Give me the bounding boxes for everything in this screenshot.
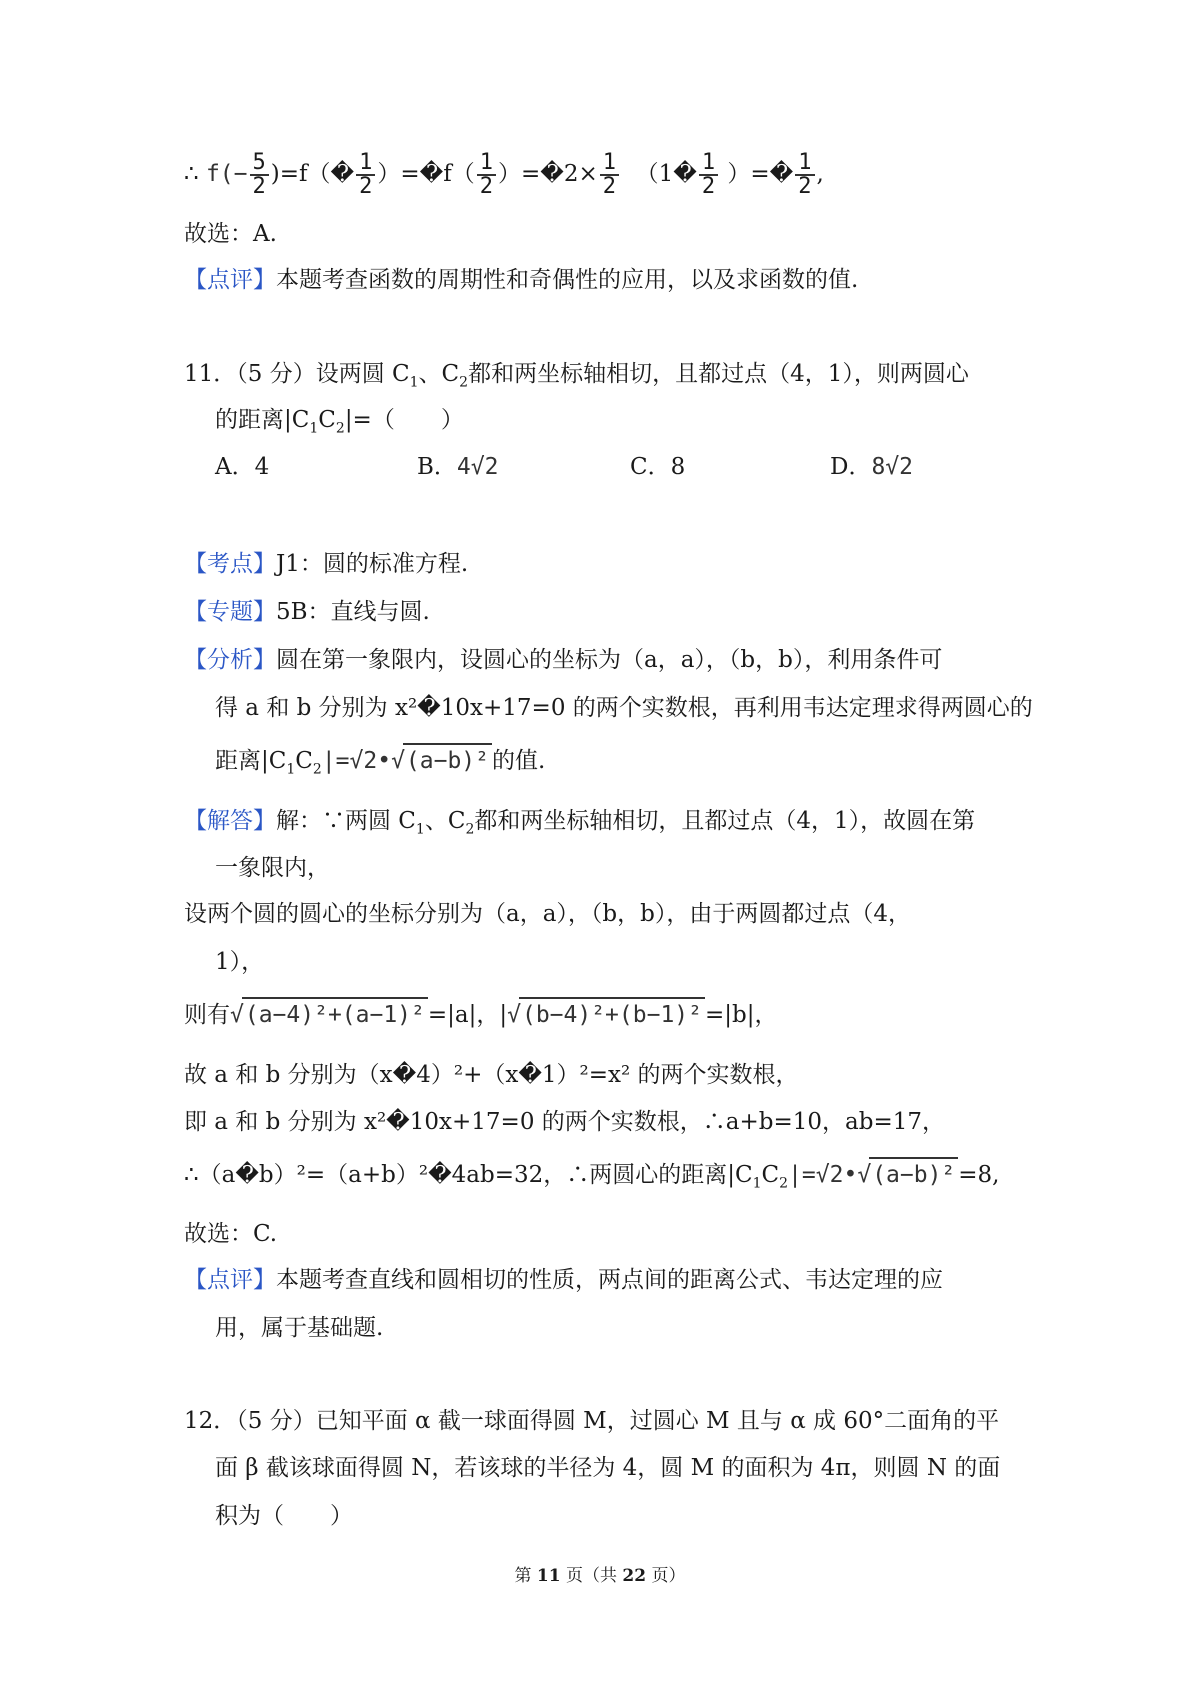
page-total: 22	[622, 1566, 647, 1586]
jieda-line6: 故 a 和 b 分别为（x�4）²+（x�1）²=x² 的两个实数根，	[184, 1062, 799, 1088]
q11-option-b: B．4√2	[417, 454, 499, 480]
jieda-line2: 一象限内，	[215, 855, 330, 881]
page-number: 11	[536, 1566, 561, 1586]
q11-option-d: D．8√2	[830, 454, 913, 480]
q12-stem-line3: 积为（ ）	[215, 1503, 353, 1529]
fraction: $\frac{1}{2}$	[699, 152, 718, 198]
jieda-line3: 设两个圆的圆心的坐标分别为（a，a），（b，b），由于两圆都过点（4，	[184, 901, 912, 927]
comment-1: 【点评】本题考查函数的周期性和奇偶性的应用，以及求函数的值.	[184, 267, 859, 293]
q12-stem-line2: 面 β 截该球面得圆 N，若该球的半径为 4，圆 M 的面积为 4π，则圆 N 的面	[215, 1455, 1001, 1481]
choose-answer-a: 故选：A.	[184, 221, 277, 247]
q11-option-a: A．4	[215, 454, 270, 480]
fenxi-line2: 得 a 和 b 分别为 x²�10x+17=0 的两个实数根，再利用韦达定理求得两圆心的	[215, 695, 1033, 721]
fraction: $\frac{1}{2}$	[600, 152, 619, 198]
fraction: $\frac{1}{2}$	[356, 152, 375, 198]
fenxi-line3: 距离$|C_1C_2|=√2•√(a-b)^2$ 的值.	[215, 743, 545, 786]
fraction: $\frac{1}{2}$	[795, 152, 814, 198]
jieda-line5: 则有√(a−4)²+(a−1)² =|a|，|√(b−4)²+(b−1)² =|b|，	[184, 997, 777, 1031]
page-footer: 第 11 页（共 22 页）	[514, 1566, 686, 1586]
jieda-line7: 即 a 和 b 分别为 x²�10x+17=0 的两个实数根，∴a+b=10，ab=17，	[184, 1109, 945, 1135]
jieda-line8: ∴（a�b）²=（a+b）²�4ab=32，∴两圆心的距离$|C_1C_2|=√2•√(a-b)^2 =8$,	[184, 1157, 1000, 1200]
therefore-line: ∴ f(− $\frac{5}{2}$ )=f（� $\frac{1}{2}$ ）=�f（ $\frac{1}{2}$ ）=�2× $\frac{1}{2}$ （1� $\frac{1}{2}$ ）=� $\frac{1}{2}$ ,	[184, 150, 824, 199]
fraction: $\frac{5}{2}$	[250, 152, 269, 198]
fraction: $\frac{1}{2}$	[477, 152, 496, 198]
q11-stem-line2: 的距离$|C_1C_2|=$（ ）	[215, 407, 464, 437]
jieda-line4: 1），	[215, 949, 265, 975]
zhuanti: 【专题】5B：直线与圆.	[184, 599, 430, 625]
comment-tag: 【点评】	[184, 267, 276, 293]
comment-2-line1: 【点评】本题考查直线和圆相切的性质，两点间的距离公式、韦达定理的应	[184, 1267, 943, 1293]
jieda-line1: 【解答】解：∵两圆 $C_1$、$C_2$都和两坐标轴相切，且都过点（4，1），故圆在第	[184, 808, 976, 838]
fenxi-line1: 【分析】圆在第一象限内，设圆心的坐标为（a，a），（b，b），利用条件可	[184, 647, 943, 673]
kaodian: 【考点】J1：圆的标准方程.	[184, 551, 469, 577]
comment-2-line2: 用，属于基础题.	[215, 1315, 384, 1341]
q11-option-c: C．8	[630, 454, 686, 480]
q11-stem-line1: 11．（5 分）设两圆 $C_1$、$C_2$都和两坐标轴相切，且都过点（4，1），则两圆心	[184, 361, 969, 391]
q12-stem-line1: 12．（5 分）已知平面 α 截一球面得圆 M，过圆心 M 且与 α 成 60°二面角的平	[184, 1408, 1000, 1434]
choose-answer-c: 故选：C.	[184, 1221, 278, 1247]
